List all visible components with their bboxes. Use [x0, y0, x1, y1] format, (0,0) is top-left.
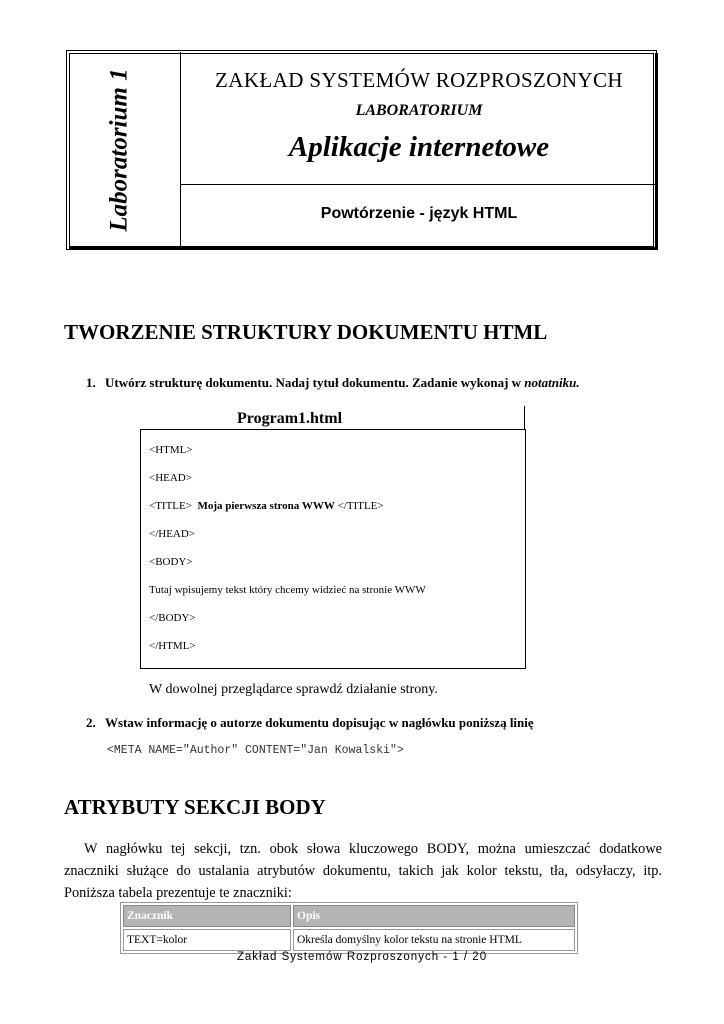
table-header-row: [123, 905, 575, 927]
code-line: </BODY>: [149, 612, 196, 624]
body-attributes-paragraph: W nagłówku tej sekcji, tzn. obok słowa kluczowego BODY, można umieszczać dodatkowe znaczniki służące do ustalania atrybutów dokumentu, takich jak kolor tekstu, tła, odsyłaczy, itp. Poniższa tabela prezentuje te znaczniki:: [64, 841, 662, 901]
table-cell: Określa domyślny kolor tekstu na stronie HTML: [293, 929, 575, 951]
lab-number-vertical: Laboratorium 1: [106, 68, 134, 232]
course-title: Aplikacje internetowe: [288, 131, 550, 163]
section-heading-body-attributes: ATRYBUTY SEKCJI BODY: [64, 795, 326, 819]
program-code-box: [140, 429, 526, 669]
code-line-title: <TITLE> Moja pierwsza strona WWW </TITLE>: [149, 500, 384, 512]
header-divider-vertical: [180, 52, 181, 248]
task-1: 1. Utwórz strukturę dokumentu. Nadaj tytuł dokumentu. Zadanie wykonaj w notatniku.: [86, 375, 580, 390]
page-footer: Zakład Systemów Rozproszonych - 1 / 20: [236, 951, 488, 963]
attributes-table: [120, 902, 578, 954]
code-line: <HEAD>: [149, 472, 192, 484]
table-header-cell: Opis: [293, 905, 575, 927]
lab-label: LABORATORIUM: [355, 102, 483, 119]
task-2: 2. Wstaw informację o autorze dokumentu dopisując w nagłówku poniższą linię: [86, 715, 534, 730]
code-line: <BODY>: [149, 556, 193, 568]
header-divider-horizontal: [180, 184, 656, 185]
lab-topic: Powtórzenie - język HTML: [320, 205, 518, 222]
meta-author-line: <META NAME="Author" CONTENT="Jan Kowalski">: [107, 744, 404, 757]
table-cell: TEXT=kolor: [123, 929, 291, 951]
department-name: ZAKŁAD SYSTEMÓW ROZPROSZONYCH: [215, 68, 623, 92]
section-heading-structure: TWORZENIE STRUKTURY DOKUMENTU HTML: [64, 320, 548, 344]
code-line: <HTML>: [149, 444, 193, 456]
table-header-cell: Znacznik: [123, 905, 291, 927]
code-line: </HTML>: [149, 640, 196, 652]
code-line: </HEAD>: [149, 528, 196, 540]
table-row: [123, 929, 575, 951]
program-file-title: Program1.html: [237, 410, 343, 427]
code-line: Tutaj wpisujemy tekst który chcemy widzieć na stronie WWW: [149, 584, 426, 596]
program-box-edge: [524, 406, 525, 430]
browser-check-instruction: W dowolnej przeglądarce sprawdź działanie strony.: [149, 682, 438, 697]
